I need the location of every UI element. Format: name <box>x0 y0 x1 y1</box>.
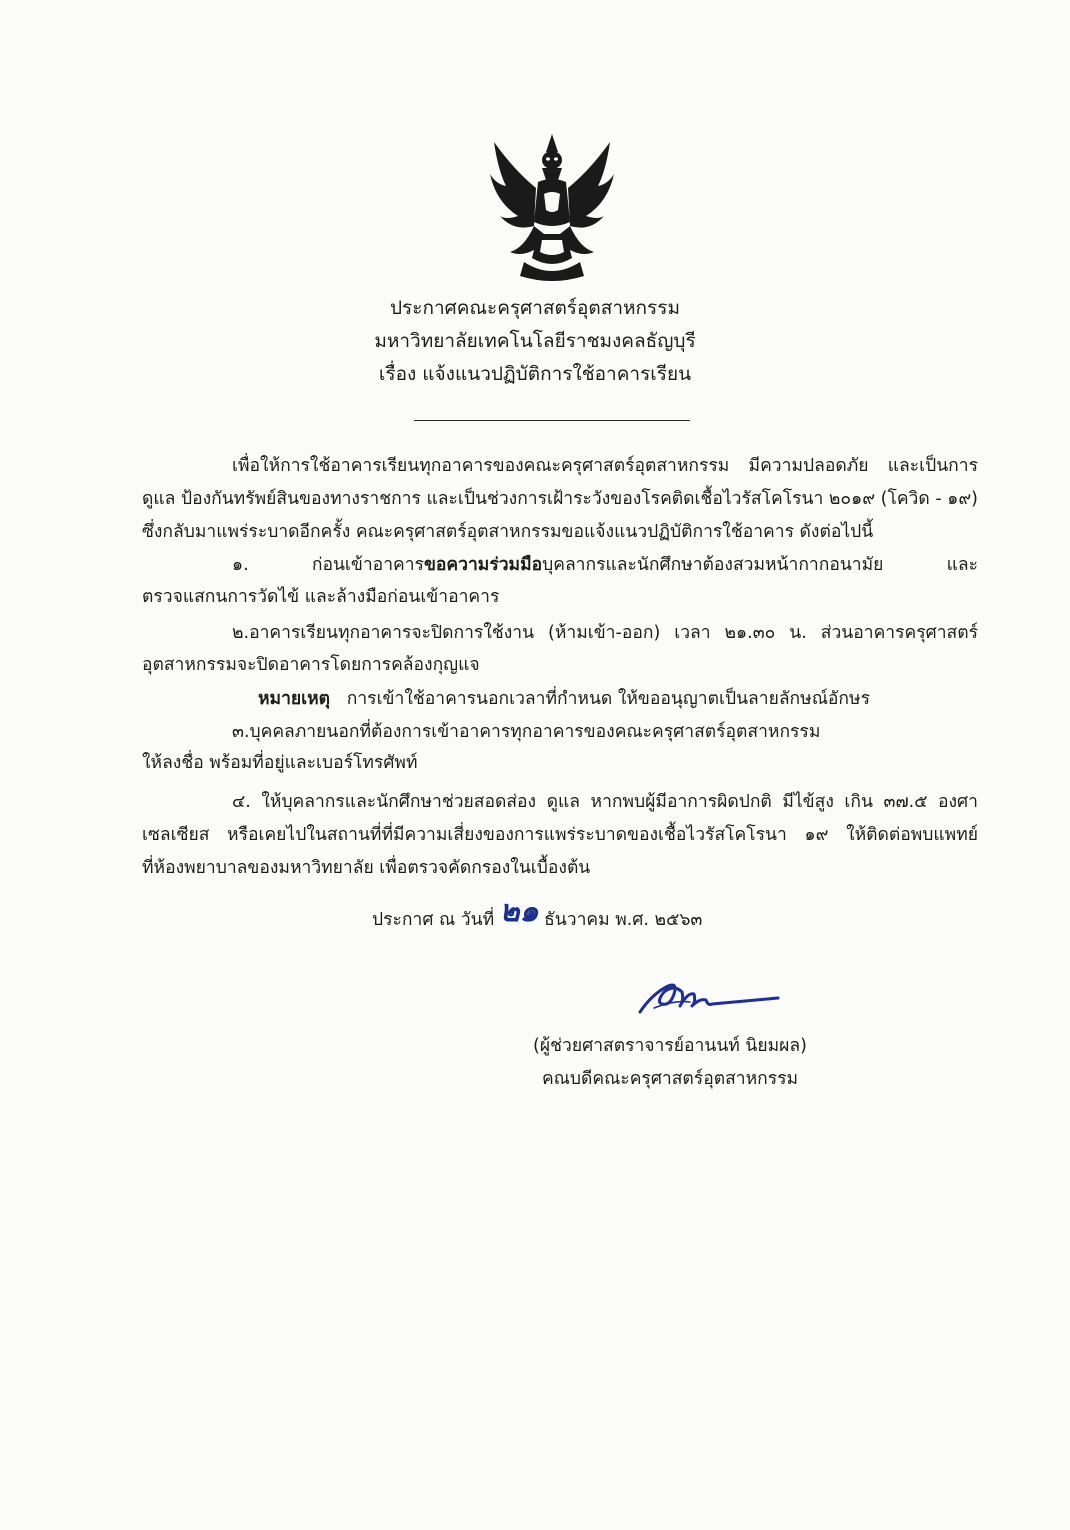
garuda-emblem-icon <box>484 130 620 282</box>
item-1-prefix: ๑. ก่อนเข้าอาคาร <box>232 555 424 575</box>
signature-block <box>510 1030 830 1096</box>
date-day-handwritten: ๒๑ <box>499 894 539 929</box>
signer-position: คณบดีคณะครุศาสตร์อุตสาหกรรม <box>541 1069 799 1089</box>
note-label: หมายเหตุ <box>258 689 331 709</box>
item-3-line-1: ๓.บุคคลภายนอกที่ต้องการเข้าอาคารทุกอาคารของคณะครุศาสตร์อุตสาหกรรม <box>232 722 821 742</box>
intro-line-1: เพื่อให้การใช้อาคารเรียนทุกอาคารของคณะครุศาสตร์อุตสาหกรรม มีความปลอดภัย และเป็นการ <box>232 456 978 476</box>
item-1-line-1 <box>232 549 978 581</box>
header-university: มหาวิทยาลัยเทคโนโลยีราชมงคลธัญบุรี <box>374 330 696 352</box>
announcement-header <box>0 292 1070 391</box>
header-subject: เรื่อง แจ้งแนวปฏิบัติการใช้อาคารเรียน <box>378 363 692 385</box>
item-1-text: บุคลากรและนักศึกษาต้องสวมหน้ากากอนามัย และ <box>542 555 978 575</box>
header-faculty: ประกาศคณะครุศาสตร์อุตสาหกรรม <box>389 297 680 319</box>
intro-line-3: ซึ่งกลับมาแพร่ระบาดอีกครั้ง คณะครุศาสตร์อุตสาหกรรมขอแจ้งแนวปฏิบัติการใช้อาคาร ดังต่อไปนี้ <box>142 522 874 542</box>
item-1-line-2: ตรวจแสกนการวัดไข้ และล้างมือก่อนเข้าอาคาร <box>142 587 500 607</box>
announcement-date <box>372 894 703 932</box>
item-4-line-2: เซลเซียส หรือเคยไปในสถานที่ที่มีความเสี่ยงของการแพร่ระบาดของเชื้อไวรัสโคโรนา ๑๙ ให้ติดต่อพบแพทย์ <box>142 825 978 845</box>
date-prefix: ประกาศ ณ วันที่ <box>372 910 495 930</box>
item-1-emphasis: ขอความร่วมมือ <box>423 555 543 575</box>
signature-image <box>634 972 784 1020</box>
item-3-line-2: ให้ลงชื่อ พร้อมที่อยู่และเบอร์โทรศัพท์ <box>142 753 418 773</box>
date-suffix: ธันวาคม พ.ศ. ๒๕๖๓ <box>544 910 703 930</box>
item-4-line-3: ที่ห้องพยาบาลของมหาวิทยาลัย เพื่อตรวจคัดกรองในเบื้องต้น <box>142 858 591 878</box>
note-text: การเข้าใช้อาคารนอกเวลาที่กำหนด ให้ขออนุญาตเป็นลายลักษณ์อักษร <box>346 689 870 709</box>
note-line <box>258 683 870 715</box>
item-4-line-1: ๔. ให้บุคลากรและนักศึกษาช่วยสอดส่อง ดูแล หากพบผู้มีอาการผิดปกติ มีไข้สูง เกิน ๓๗.๕ องศา <box>232 792 978 812</box>
item-2-line-1: ๒.อาคารเรียนทุกอาคารจะปิดการใช้งาน (ห้ามเข้า-ออก) เวลา ๒๑.๓๐ น. ส่วนอาคารครุศาสตร์ <box>232 623 978 643</box>
item-2-line-2: อุตสาหกรรมจะปิดอาคารโดยการคล้องกุญแจ <box>142 655 480 675</box>
signer-name: (ผู้ช่วยศาสตราจารย์อานนท์ นิยมผล) <box>533 1036 807 1056</box>
header-divider <box>414 420 690 421</box>
intro-line-2: ดูแล ป้องกันทรัพย์สินของทางราชการ และเป็นช่วงการเฝ้าระวังของโรคติดเชื้อไวรัสโคโรนา ๒๐๑๙ (โควิด - ๑๙) <box>142 489 978 509</box>
